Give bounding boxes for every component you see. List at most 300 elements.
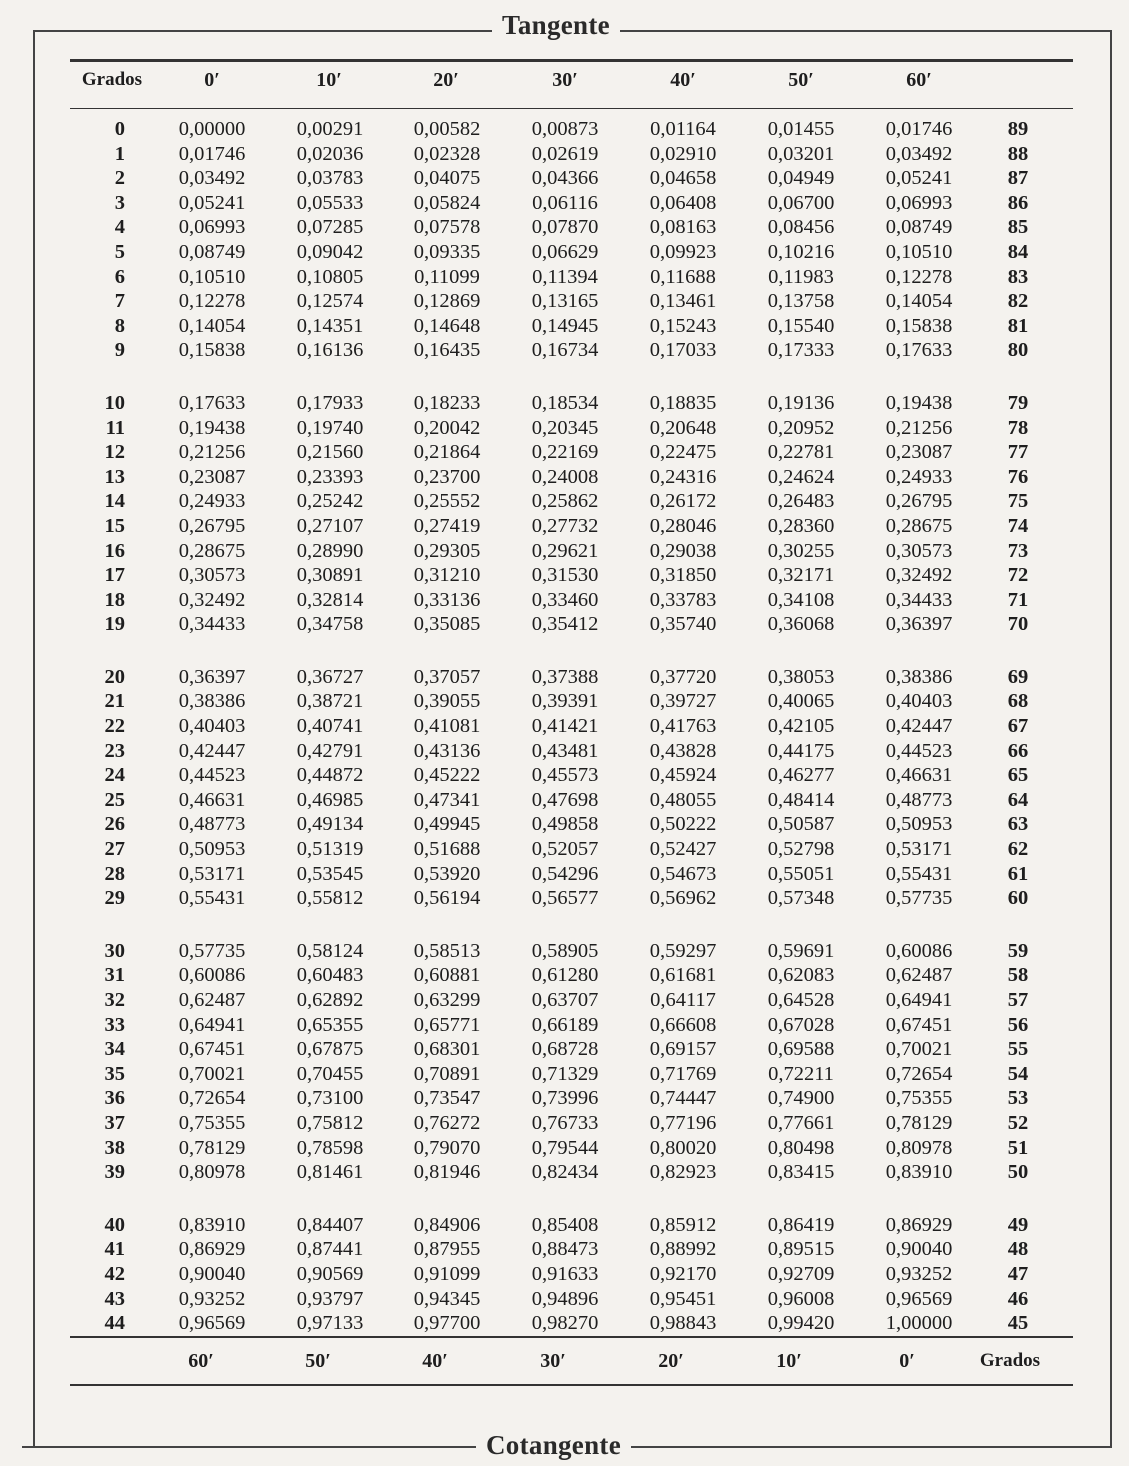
tangent-value-cell: 0,62487 [178,989,246,1011]
footer-bottom-rule [70,1384,1073,1386]
tangent-value-cell: 0,49858 [531,813,599,836]
degree-cell: 12 [104,441,125,464]
complement-degree-cell: 80 [1007,339,1029,362]
complement-degree-cell: 76 [1007,465,1029,488]
tangent-value-cell: 0,80978 [178,1161,246,1184]
complement-degree-cell: 89 [1007,118,1029,140]
tangent-value-cell: 0,63299 [413,989,481,1011]
tangent-value-cell: 0,12574 [296,290,364,313]
degree-cell: 24 [104,764,125,787]
tangent-value-cell: 0,28675 [885,514,953,537]
tangent-value-cell: 0,49945 [413,813,481,836]
degree-cell: 27 [104,838,125,861]
complement-degree-cell: 60 [1007,887,1029,910]
row-block [70,939,1073,1185]
tangent-value-cell: 0,63707 [531,989,599,1011]
tangent-value-cell: 0,62892 [296,989,364,1011]
tangent-value-cell: 0,92170 [649,1262,717,1285]
tangent-value-cell: 0,11983 [768,265,834,288]
complement-degree-cell: 56 [1007,1013,1029,1036]
table-row [70,1136,1073,1161]
complement-degree-cell: 78 [1007,416,1029,439]
table-row [70,812,1073,837]
tangent-value-cell: 0,24624 [767,465,835,488]
tangent-value-cell: 0,69157 [649,1038,717,1061]
tangent-value-cell: 0,13758 [767,290,835,313]
row-block [70,391,1073,637]
tangent-value-cell: 0,67028 [767,1013,835,1036]
degree-cell: 2 [114,167,125,190]
tangent-value-cell: 0,15243 [649,314,717,337]
tangent-value-cell: 0,41421 [531,715,599,738]
tangent-value-cell: 0,56194 [413,887,481,910]
table-row [70,539,1073,564]
header-min-60: 60′ [906,69,932,91]
row-block [70,1213,1073,1336]
tangent-value-cell: 0,02036 [296,142,364,165]
complement-degree-cell: 61 [1007,862,1029,885]
complement-degree-cell: 72 [1007,564,1029,587]
tangent-value-cell: 0,30891 [296,564,364,587]
degree-cell: 33 [104,1013,125,1036]
table-row [70,1262,1073,1287]
tangent-value-cell: 0,08456 [767,216,835,239]
degree-cell: 22 [104,715,125,738]
table-row [70,191,1073,216]
tangent-value-cell: 0,40741 [296,715,364,738]
degree-cell: 39 [104,1161,125,1184]
tangent-value-cell: 0,57735 [885,887,953,910]
tangent-value-cell: 0,82923 [649,1161,717,1184]
complement-degree-cell: 87 [1007,167,1029,190]
table-row [70,338,1073,363]
tangent-value-cell: 0,84407 [296,1213,364,1236]
tangent-value-cell: 0,01746 [178,142,246,165]
complement-degree-cell: 49 [1007,1213,1029,1236]
tangent-value-cell: 0,42105 [767,715,835,738]
tangent-value-cell: 0,45924 [649,764,717,787]
degree-cell: 5 [114,240,125,263]
tangent-value-cell: 0,97133 [296,1312,364,1335]
table-row [70,391,1073,416]
footer-min-40: 40′ [422,1350,448,1372]
tangent-value-cell: 0,66189 [531,1013,599,1036]
tangent-value-cell: 0,44175 [767,739,835,762]
tangent-value-cell: 0,96569 [885,1287,953,1310]
tangent-value-cell: 0,53545 [296,862,364,885]
tangent-value-cell: 0,66608 [649,1013,717,1036]
tangent-value-cell: 0,37388 [531,665,599,688]
tangent-value-cell: 0,85408 [531,1213,599,1236]
tangent-value-cell: 0,54296 [531,862,599,885]
tangent-value-cell: 0,58513 [413,939,481,962]
degree-cell: 30 [104,939,125,962]
tangent-value-cell: 0,60086 [885,939,953,962]
tangent-value-cell: 0,27732 [531,514,599,537]
footer-grados-label: Grados [979,1350,1041,1371]
tangent-value-cell: 0,73996 [531,1087,599,1110]
complement-degree-cell: 64 [1007,788,1029,811]
footer-top-rule [70,1336,1073,1338]
degree-cell: 0 [114,118,125,140]
tangent-value-cell: 0,28990 [296,539,364,562]
tangent-value-cell: 0,73100 [296,1087,364,1110]
tangent-value-cell: 0,35085 [413,613,481,636]
tangent-value-cell: 0,26483 [767,490,835,513]
tangent-value-cell: 0,17933 [296,391,364,414]
degree-cell: 43 [104,1287,125,1310]
tangent-value-cell: 0,36068 [767,613,835,636]
tangent-value-cell: 0,98843 [649,1312,717,1335]
degree-cell: 21 [104,690,125,713]
degree-cell: 40 [104,1213,125,1236]
header-min-30: 30′ [552,69,578,91]
tangent-value-cell: 0,38386 [885,665,953,688]
tangent-value-cell: 0,52427 [649,838,717,861]
tangent-value-cell: 0,95451 [649,1287,717,1310]
tangent-value-cell: 0,75355 [178,1111,246,1134]
complement-degree-cell: 54 [1007,1062,1029,1085]
tangent-value-cell: 0,84906 [413,1213,481,1236]
tangent-value-cell: 0,02910 [649,142,717,165]
degree-cell: 1 [114,142,125,165]
tangent-value-cell: 0,22781 [767,441,835,464]
header-min-40: 40′ [670,69,696,91]
tangent-value-cell: 0,61681 [649,964,717,987]
tangent-value-cell: 0,07870 [531,216,599,239]
table-row [70,939,1073,964]
tangent-value-cell: 0,57348 [767,887,835,910]
degree-cell: 25 [104,788,125,811]
tangent-value-cell: 0,06408 [649,191,717,214]
tangent-value-cell: 0,64941 [178,1013,246,1036]
tangent-value-cell: 0,86929 [178,1238,246,1261]
tangent-value-cell: 0,85912 [649,1213,717,1236]
tangent-value-cell: 0,56962 [649,887,717,910]
degree-cell: 6 [114,265,125,288]
tangent-value-cell: 0,78129 [885,1111,953,1134]
header-min-0: 0′ [204,69,220,91]
table-row [70,689,1073,714]
tangent-value-cell: 0,55051 [767,862,835,885]
table-row [70,563,1073,588]
tangent-value-cell: 0,43828 [649,739,717,762]
complement-degree-cell: 62 [1007,838,1029,861]
degree-cell: 13 [104,465,125,488]
complement-degree-cell: 88 [1007,142,1029,165]
table-row [70,440,1073,465]
tangent-value-cell: 0,45573 [531,764,599,787]
complement-degree-cell: 71 [1007,588,1029,611]
tangent-value-cell: 0,77196 [649,1111,717,1134]
tangent-value-cell: 0,02328 [413,142,481,165]
complement-degree-cell: 74 [1007,514,1029,537]
tangent-value-cell: 0,20042 [413,416,481,439]
tangent-value-cell: 0,19136 [767,391,835,414]
tangent-value-cell: 0,09335 [413,240,481,263]
table-row [70,142,1073,167]
tangent-value-cell: 0,11099 [414,265,480,288]
tangent-value-cell: 0,23700 [413,465,481,488]
tangent-value-cell: 0,75812 [296,1111,364,1134]
table-row [70,714,1073,739]
tangent-value-cell: 0,26795 [178,514,246,537]
title-cotangente: Cotangente [476,1430,631,1461]
tangent-table-body [70,117,1073,1336]
tangent-value-cell: 0,23393 [296,465,364,488]
tangent-value-cell: 0,44523 [885,739,953,762]
tangent-value-cell: 0,70455 [296,1062,364,1085]
complement-degree-cell: 46 [1007,1287,1029,1310]
tangent-value-cell: 0,55431 [178,887,246,910]
tangent-value-cell: 0,35740 [649,613,717,636]
tangent-value-cell: 0,22475 [649,441,717,464]
tangent-value-cell: 0,14945 [531,314,599,337]
tangent-value-cell: 0,98270 [531,1312,599,1335]
tangent-value-cell: 0,46985 [296,788,364,811]
tangent-value-cell: 0,69588 [767,1038,835,1061]
tangent-value-cell: 0,34433 [885,588,953,611]
row-block [70,117,1073,363]
tangent-value-cell: 0,24933 [885,465,953,488]
footer-min-60: 60′ [188,1350,214,1372]
tangent-value-cell: 0,80498 [767,1136,835,1159]
tangent-value-cell: 0,26795 [885,490,953,513]
tangent-value-cell: 0,90040 [178,1262,246,1285]
tangent-value-cell: 0,78129 [178,1136,246,1159]
tangent-value-cell: 0,32492 [885,564,953,587]
tangent-value-cell: 0,08749 [885,216,953,239]
tangent-value-cell: 0,03492 [178,167,246,190]
tangent-value-cell: 0,36727 [296,665,364,688]
tangent-value-cell: 0,18534 [531,391,599,414]
tangent-value-cell: 0,30573 [885,539,953,562]
complement-degree-cell: 84 [1007,240,1029,263]
tangent-value-cell: 0,43481 [531,739,599,762]
complement-degree-cell: 67 [1007,715,1029,738]
tangent-value-cell: 0,62487 [885,964,953,987]
tangent-value-cell: 0,13461 [649,290,717,313]
tangent-value-cell: 0,24933 [178,490,246,513]
tangent-value-cell: 0,67451 [178,1038,246,1061]
table-row [70,1287,1073,1312]
tangent-value-cell: 0,53171 [885,838,953,861]
tangent-value-cell: 0,38721 [296,690,364,713]
tangent-value-cell: 0,93252 [885,1262,953,1285]
degree-cell: 10 [104,391,125,414]
tangent-value-cell: 0,21256 [178,441,246,464]
tangent-value-cell: 0,25242 [296,490,364,513]
tangent-value-cell: 0,15838 [178,339,246,362]
tangent-value-cell: 0,26172 [649,490,717,513]
tangent-value-cell: 0,44523 [178,764,246,787]
degree-cell: 16 [104,539,125,562]
tangent-value-cell: 0,78598 [296,1136,364,1159]
tangent-value-cell: 0,03492 [885,142,953,165]
degree-cell: 31 [104,964,125,987]
tangent-value-cell: 0,56577 [531,887,599,910]
tangent-value-cell: 0,70021 [178,1062,246,1085]
table-row [70,1111,1073,1136]
complement-degree-cell: 86 [1007,191,1029,214]
tangent-value-cell: 0,21864 [413,441,481,464]
tangent-value-cell: 0,42447 [885,715,953,738]
degree-cell: 23 [104,739,125,762]
complement-degree-cell: 79 [1007,391,1029,414]
tangent-value-cell: 0,67451 [885,1013,953,1036]
tangent-value-cell: 0,22169 [531,441,599,464]
header-min-20: 20′ [433,69,459,91]
table-row [70,788,1073,813]
degree-cell: 32 [104,989,125,1011]
tangent-value-cell: 0,32492 [178,588,246,611]
tangent-value-cell: 0,50953 [178,838,246,861]
tangent-value-cell: 0,30255 [767,539,835,562]
tangent-value-cell: 0,45222 [413,764,481,787]
tangent-value-cell: 0,39391 [531,690,599,713]
complement-degree-cell: 63 [1007,813,1029,836]
tangent-value-cell: 0,77661 [767,1111,835,1134]
tangent-value-cell: 0,24008 [531,465,599,488]
table-row [70,1062,1073,1087]
footer-min-10: 10′ [776,1350,802,1372]
tangent-value-cell: 0,88473 [531,1238,599,1261]
tangent-value-cell: 0,27419 [413,514,481,537]
tangent-value-cell: 0,50953 [885,813,953,836]
complement-degree-cell: 83 [1007,265,1029,288]
tangent-value-cell: 0,70891 [413,1062,481,1085]
tangent-value-cell: 0,64528 [767,989,835,1011]
tangent-value-cell: 0,04366 [531,167,599,190]
tangent-value-cell: 0,53920 [413,862,481,885]
tangent-value-cell: 0,16435 [413,339,481,362]
tangent-value-cell: 0,23087 [178,465,246,488]
tangent-value-cell: 0,21560 [296,441,364,464]
tangent-value-cell: 0,29038 [649,539,717,562]
tangent-value-cell: 0,92709 [767,1262,835,1285]
table-row [70,665,1073,690]
table-footer [70,1350,1073,1380]
tangent-value-cell: 0,88992 [649,1238,717,1261]
degree-cell: 38 [104,1136,125,1159]
footer-min-20: 20′ [658,1350,684,1372]
tangent-value-cell: 0,70021 [885,1038,953,1061]
header-min-50: 50′ [788,69,814,91]
tangent-value-cell: 0,01455 [767,118,835,140]
tangent-value-cell: 0,42447 [178,739,246,762]
complement-degree-cell: 52 [1007,1111,1029,1134]
tangent-value-cell: 0,08163 [649,216,717,239]
tangent-value-cell: 0,64941 [885,989,953,1011]
tangent-value-cell: 0,90569 [296,1262,364,1285]
degree-cell: 18 [104,588,125,611]
degree-cell: 28 [104,862,125,885]
tangent-value-cell: 0,61280 [531,964,599,987]
complement-degree-cell: 65 [1007,764,1029,787]
tangent-value-cell: 0,94345 [413,1287,481,1310]
tangent-value-cell: 0,81461 [296,1161,364,1184]
tangent-value-cell: 0,74447 [649,1087,717,1110]
tangent-value-cell: 0,47341 [413,788,481,811]
degree-cell: 34 [104,1038,125,1061]
tangent-value-cell: 0,08749 [178,240,246,263]
degree-cell: 41 [104,1238,125,1261]
degree-cell: 17 [104,564,125,587]
tangent-value-cell: 0,17633 [178,391,246,414]
tangent-value-cell: 0,49134 [296,813,364,836]
degree-cell: 4 [114,216,125,239]
tangent-value-cell: 0,15540 [767,314,835,337]
tangent-value-cell: 0,48773 [178,813,246,836]
tangent-value-cell: 0,53171 [178,862,246,885]
table-row [70,1013,1073,1038]
tangent-value-cell: 0,10510 [885,240,953,263]
complement-degree-cell: 48 [1007,1238,1029,1261]
tangent-value-cell: 0,97700 [413,1312,481,1335]
table-row [70,240,1073,265]
tangent-value-cell: 0,20952 [767,416,835,439]
tangent-value-cell: 0,57735 [178,939,246,962]
table-row [70,1086,1073,1111]
tangent-value-cell: 0,48414 [767,788,835,811]
tangent-value-cell: 0,11688 [650,265,716,288]
tangent-value-cell: 0,38386 [178,690,246,713]
table-row [70,289,1073,314]
tangent-value-cell: 0,12278 [178,290,246,313]
tangent-value-cell: 0,71769 [649,1062,717,1085]
tangent-value-cell: 0,39727 [649,690,717,713]
tangent-value-cell: 0,06629 [531,240,599,263]
degree-cell: 26 [104,813,125,836]
tangent-value-cell: 0,32814 [296,588,364,611]
tangent-value-cell: 0,06700 [767,191,835,214]
tangent-value-cell: 0,80020 [649,1136,717,1159]
complement-degree-cell: 69 [1007,665,1029,688]
complement-degree-cell: 59 [1007,939,1029,962]
footer-min-30: 30′ [540,1350,566,1372]
tangent-value-cell: 0,91099 [413,1262,481,1285]
tangent-value-cell: 0,82434 [531,1161,599,1184]
tangent-value-cell: 0,18233 [413,391,481,414]
table-row [70,1311,1073,1336]
table-row [70,166,1073,191]
table-row [70,886,1073,911]
tangent-value-cell: 0,14054 [178,314,246,337]
tangent-value-cell: 0,55431 [885,862,953,885]
table-row [70,514,1073,539]
tangent-value-cell: 0,40065 [767,690,835,713]
tangent-value-cell: 0,23087 [885,441,953,464]
tangent-value-cell: 0,04075 [413,167,481,190]
tangent-value-cell: 0,93797 [296,1287,364,1310]
table-row [70,117,1073,142]
complement-degree-cell: 53 [1007,1087,1029,1110]
tangent-value-cell: 0,10216 [767,240,835,263]
tangent-value-cell: 0,30573 [178,564,246,587]
tangent-value-cell: 0,44872 [296,764,364,787]
tangent-value-cell: 0,60086 [178,964,246,987]
tangent-value-cell: 0,79544 [531,1136,599,1159]
degree-cell: 44 [104,1312,125,1335]
table-header [70,69,1073,99]
tangent-value-cell: 0,04949 [767,167,835,190]
tangent-value-cell: 0,86419 [767,1213,835,1236]
complement-degree-cell: 70 [1007,613,1029,636]
tangent-value-cell: 0,37720 [649,665,717,688]
tangent-value-cell: 0,14054 [885,290,953,313]
tangent-value-cell: 0,79070 [413,1136,481,1159]
tangent-value-cell: 0,58124 [296,939,364,962]
